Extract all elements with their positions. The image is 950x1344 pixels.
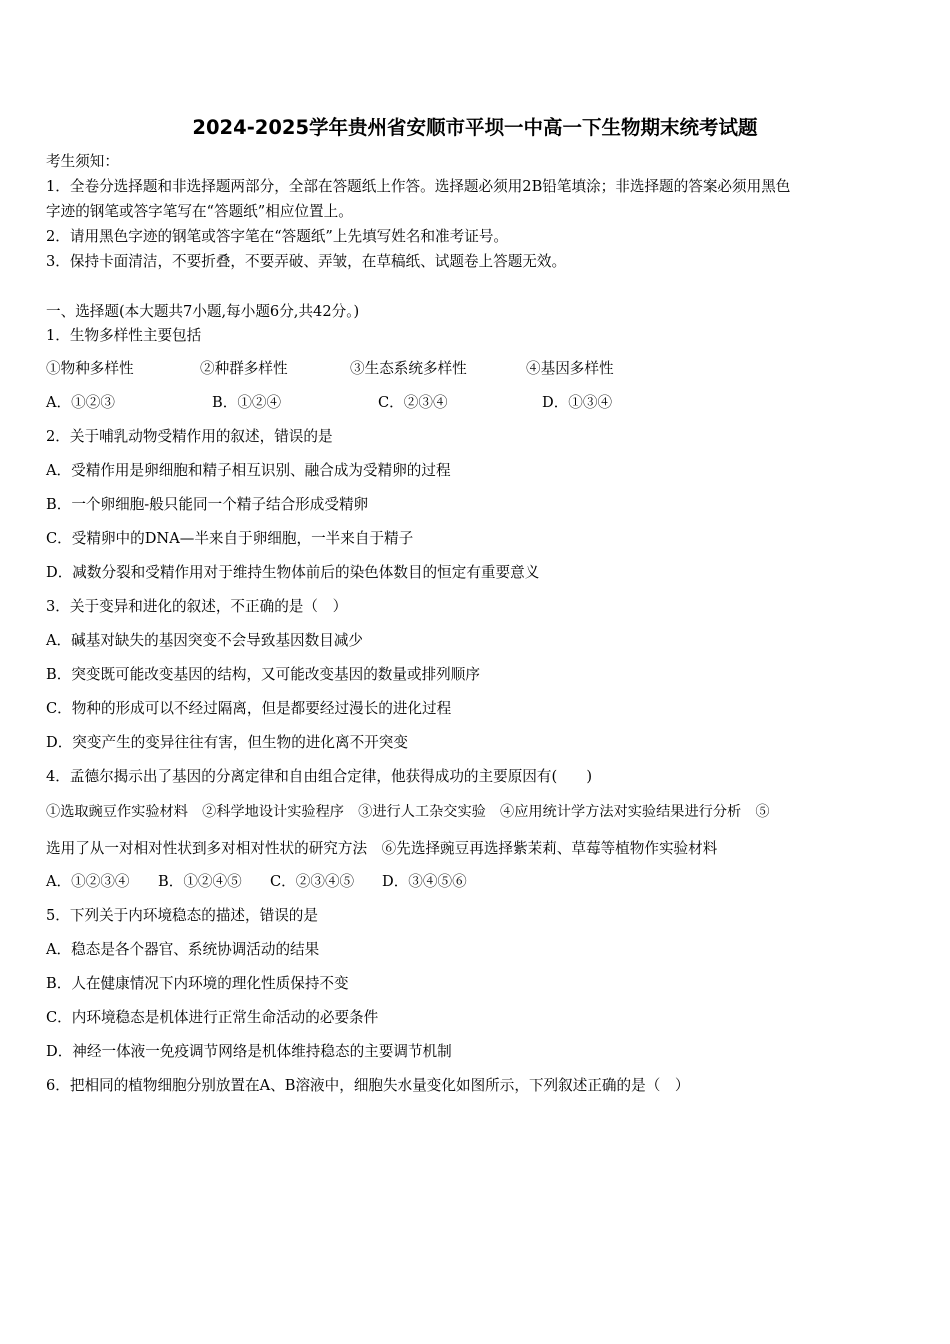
q5-option-c: C．内环境稳态是机体进行正常生命活动的必要条件	[46, 1009, 379, 1026]
q1-option: D．①③④	[542, 394, 613, 411]
notice-line-3: 3．保持卡面清洁，不要折叠，不要弄破、弄皱，在草稿纸、试题卷上答题无效。	[46, 253, 567, 270]
q5-option-d: D．神经一体液一免疫调节网络是机体维持稳态的主要调节机制	[46, 1043, 452, 1060]
q4-items-line-2: 选用了从一对相对性状到多对相对性状的研究方法 ⑥先选择豌豆再选择紫茉莉、草莓等植物作实验材料	[46, 840, 718, 857]
q2-option-a: A．受精作用是卵细胞和精子相互识别、融合成为受精卵的过程	[46, 462, 451, 479]
q1-items	[46, 359, 614, 379]
q5-option-a: A．稳态是各个器官、系统协调活动的结果	[46, 941, 320, 958]
notice-heading: 考生须知：	[46, 153, 119, 170]
q5-stem: 5．下列关于内环境稳态的描述，错误的是	[46, 907, 318, 924]
q4-option: B．①②④⑤	[158, 873, 242, 890]
q3-option-d: D．突变产生的变异往往有害，但生物的进化离不开突变	[46, 734, 408, 751]
q1-options	[46, 393, 612, 413]
q1-item: ②种群多样性	[200, 360, 288, 377]
page-title: 2024-2025学年贵州省安顺市平坝一中高一下生物期末统考试题	[192, 116, 758, 139]
q1-option: C．②③④	[378, 394, 448, 411]
q4-stem: 4．孟德尔揭示出了基因的分离定律和自由组合定律，他获得成功的主要原因有( )	[46, 768, 593, 785]
q4-option: C．②③④⑤	[270, 873, 355, 890]
q2-option-b: B．一个卵细胞-般只能同一个精子结合形成受精卵	[46, 496, 369, 513]
q3-stem: 3．关于变异和进化的叙述，不正确的是（ ）	[46, 598, 348, 615]
q1-option: A．①②③	[46, 394, 115, 411]
q4-option: A．①②③④	[46, 873, 130, 890]
q3-option-c: C．物种的形成可以不经过隔离，但是都要经过漫长的进化过程	[46, 700, 452, 717]
q1-option: B．①②④	[212, 394, 282, 411]
notice-line-1b: 字迹的钢笔或答字笔写在“答题纸”相应位置上。	[46, 203, 353, 220]
notice-line-1a: 1．全卷分选择题和非选择题两部分，全部在答题纸上作答。选择题必须用2B铅笔填涂；非选择题的答案必须用黑色	[46, 178, 791, 195]
q1-stem: 1．生物多样性主要包括	[46, 327, 202, 344]
q4-items-line-1: ①选取豌豆作实验材料 ②科学地设计实验程序 ③进行人工杂交实验 ④应用统计学方法对实验结果进行分析 ⑤	[46, 804, 770, 820]
q4-option: D．③④⑤⑥	[382, 873, 467, 890]
q3-option-a: A．碱基对缺失的基因突变不会导致基因数目减少	[46, 632, 364, 649]
q2-option-d: D．减数分裂和受精作用对于维持生物体前后的染色体数目的恒定有重要意义	[46, 564, 540, 581]
q5-option-b: B．人在健康情况下内环境的理化性质保持不变	[46, 975, 349, 992]
q1-item: ④基因多样性	[526, 360, 614, 377]
q2-option-c: C．受精卵中的DNA—半来自于卵细胞，一半来自于精子	[46, 530, 414, 547]
section-heading: 一、选择题(本大题共7小题,每小题6分,共42分。)	[46, 303, 360, 320]
notice-line-2: 2．请用黑色字迹的钢笔或答字笔在“答题纸”上先填写姓名和准考证号。	[46, 228, 509, 245]
q6-stem: 6．把相同的植物细胞分别放置在A、B溶液中，细胞失水量变化如图所示，下列叙述正确的是（ ）	[46, 1077, 690, 1094]
q2-stem: 2．关于哺乳动物受精作用的叙述，错误的是	[46, 428, 333, 445]
q4-options	[46, 872, 467, 892]
q3-option-b: B．突变既可能改变基因的结构，又可能改变基因的数量或排列顺序	[46, 666, 480, 683]
q1-item: ①物种多样性	[46, 360, 134, 377]
q1-item: ③生态系统多样性	[350, 360, 467, 377]
